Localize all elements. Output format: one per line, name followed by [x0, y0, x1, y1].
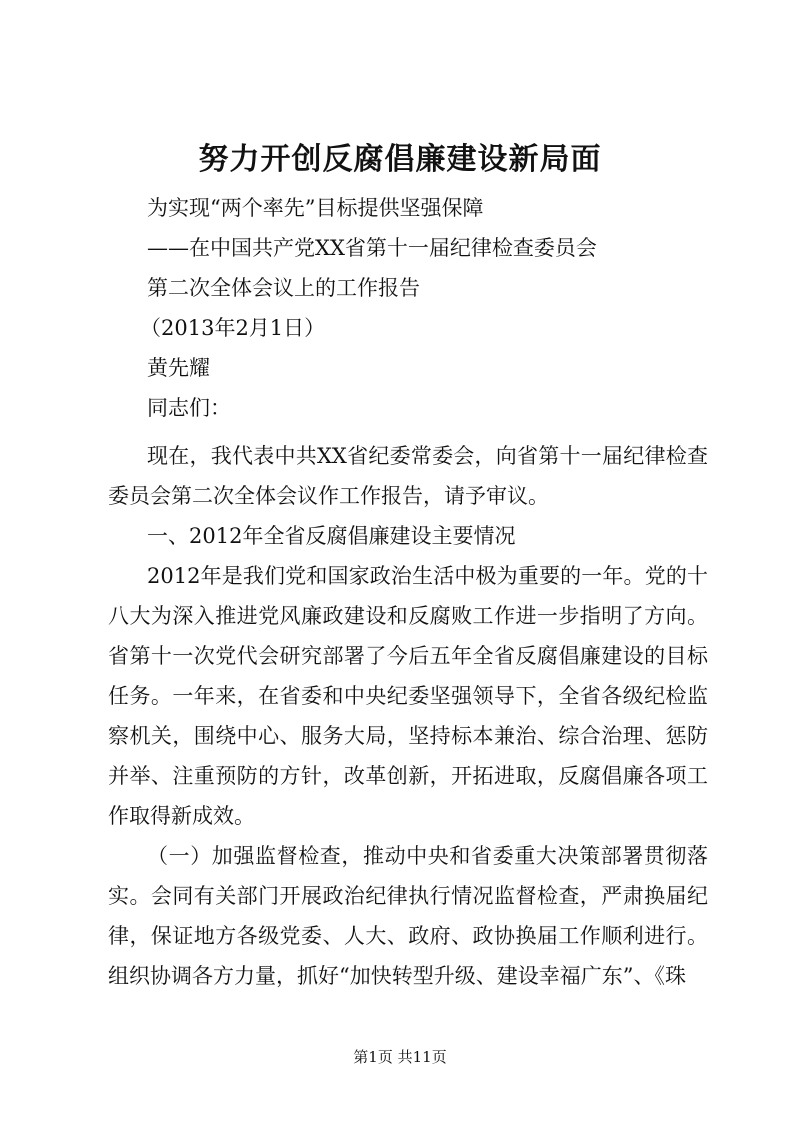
report-author: 黄先耀 — [147, 356, 210, 380]
document-body — [108, 436, 708, 996]
report-line-2: 第二次全体会议上的工作报告 — [147, 276, 420, 300]
document-subtitle: 为实现“两个率先”目标提供坚强保障 — [147, 196, 484, 220]
subsection-1-paragraph: （一）加强监督检查，推动中央和省委重大决策部署贯彻落实。会同有关部门开展政治纪律执行情况监督检查，严肃换届纪律，保证地方各级党委、人大、政府、政协换届工作顺利进行。组织协调各方力量，抓好“加快转型升级、建设幸福广东”、《珠 — [108, 844, 708, 988]
section-1-heading: 一、2012年全省反腐倡廉建设主要情况 — [147, 524, 516, 548]
page-indicator: 第1页 共11页 — [353, 1048, 447, 1066]
report-date: （2013年2月1日） — [140, 316, 326, 340]
report-line-1: ——在中国共产党XX省第十一届纪律检查委员会 — [147, 236, 597, 260]
salutation: 同志们： — [147, 396, 231, 420]
document-title: 努力开创反腐倡廉建设新局面 — [198, 142, 602, 177]
section-1-paragraph: 2012年是我们党和国家政治生活中极为重要的一年。党的十八大为深入推进党风廉政建设和反腐败工作进一步指明了方向。省第十一次党代会研究部署了今后五年全省反腐倡廉建设的目标任务。一年来，在省委和中央纪委坚强领导下，全省各级纪检监察机关，围绕中心、服务大局，坚持标本兼治、综合治理、惩防并举、注重预防的方针，改革创新，开拓进取，反腐倡廉各项工作取得新成效。 — [108, 564, 708, 828]
intro-paragraph: 现在，我代表中共XX省纪委常委会，向省第十一届纪律检查委员会第二次全体会议作工作报告，请予审议。 — [108, 444, 708, 508]
